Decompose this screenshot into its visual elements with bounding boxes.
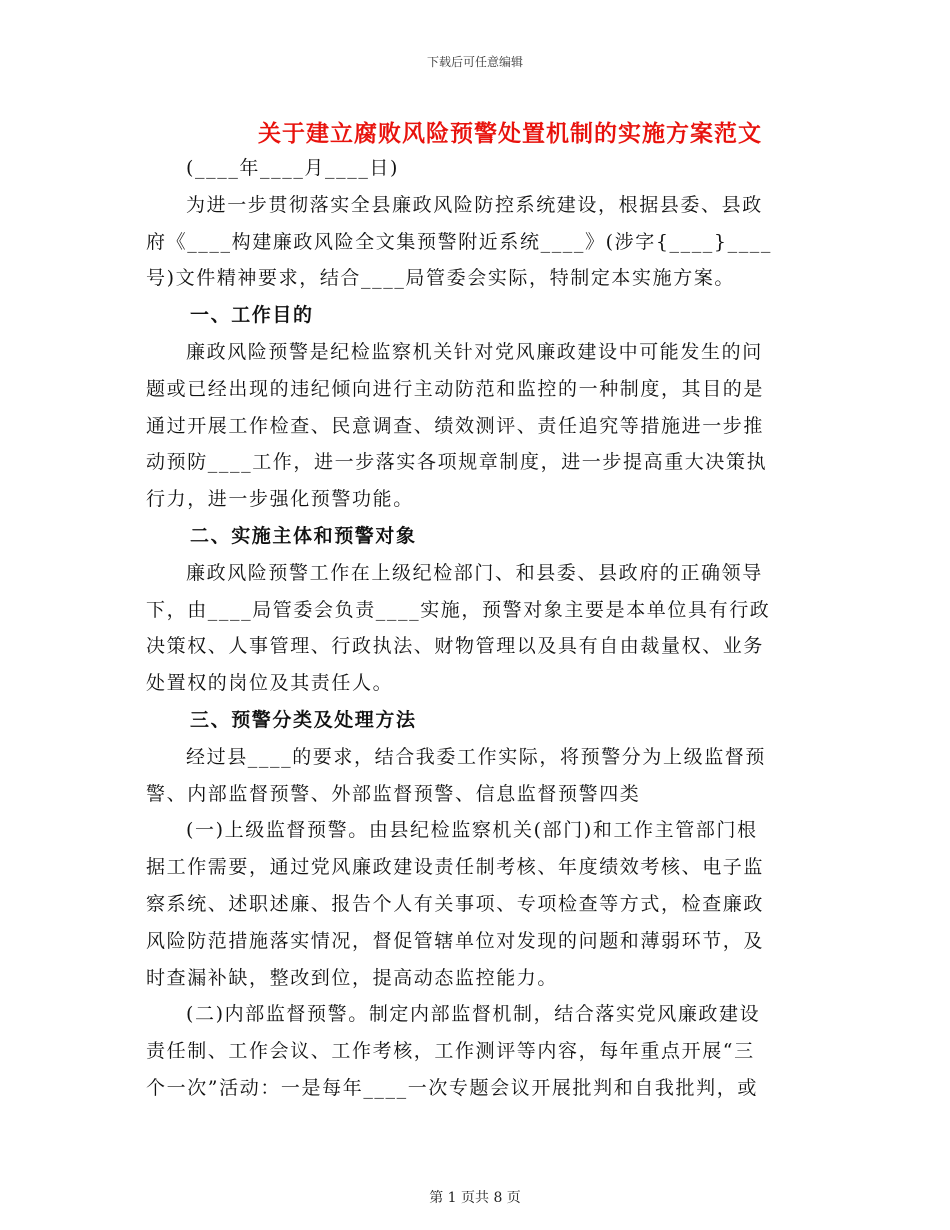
paragraph-line: 处置权的岗位及其责任人。 — [146, 672, 394, 695]
paragraph-line: 个一次”活动：一是每年____一次专题会议开展批判和自我批判，或 — [146, 1076, 758, 1099]
section-heading: 一、工作目的 — [190, 304, 314, 327]
paragraph-line: 经过县____的要求，结合我委工作实际，将预警分为上级监督预 — [186, 745, 767, 768]
section-heading: 二、实施主体和预警对象 — [190, 524, 417, 547]
paragraph-line: 府《____构建廉政风险全文集预警附近系统____》(涉字{____}____ — [146, 230, 772, 253]
paragraph-line: 下，由____局管委会负责____实施，预警对象主要是本单位具有行政 — [146, 598, 771, 621]
date-line: (____年____月____日) — [186, 157, 400, 179]
paragraph-line: 行力，进一步强化预警功能。 — [146, 488, 414, 511]
page-header: 下载后可任意编辑 — [426, 55, 523, 69]
paragraph-line: (一)上级监督预警。由县纪检监察机关(部门)和工作主管部门根 — [186, 819, 758, 842]
paragraph-line: 通过开展工作检查、民意调查、绩效测评、责任追究等措施进一步推 — [146, 414, 765, 437]
paragraph-line: (二)内部监督预警。制定内部监督机制，结合落实党风廉政建设 — [186, 1003, 761, 1026]
section-heading: 三、预警分类及处理方法 — [190, 708, 417, 731]
document-body — [146, 150, 806, 1107]
paragraph-line: 为进一步贯彻落实全县廉政风险防控系统建设，根据县委、县政 — [186, 193, 763, 216]
paragraph-line: 责任制、工作会议、工作考核，工作测评等内容，每年重点开展“三 — [146, 1040, 755, 1063]
paragraph-line: 号)文件精神要求，结合____局管委会实际，特制定本实施方案。 — [146, 267, 736, 290]
paragraph-line: 廉政风险预警是纪检监察机关针对党风廉政建设中可能发生的问 — [186, 340, 763, 363]
paragraph-line: 据工作需要，通过党风廉政建设责任制考核、年度绩效考核、电子监 — [146, 856, 765, 879]
paragraph-line: 廉政风险预警工作在上级纪检部门、和县委、县政府的正确领导 — [186, 561, 763, 584]
paragraph-line: 警、内部监督预警、外部监督预警、信息监督预警四类 — [146, 782, 641, 805]
document-title: 关于建立腐败风险预警处置机制的实施方案范文 — [258, 120, 762, 147]
paragraph-line: 风险防范措施落实情况，督促管辖单位对发现的问题和薄弱环节，及 — [146, 929, 765, 952]
paragraph-line: 察系统、述职述廉、报告个人有关事项、专项检查等方式，检查廉政 — [146, 892, 765, 915]
page-footer: 第 1 页共 8 页 — [429, 1190, 521, 1206]
paragraph-line: 动预防____工作，进一步落实各项规章制度，进一步提高重大决策执 — [146, 451, 768, 474]
paragraph-line: 时查漏补缺，整改到位，提高动态监控能力。 — [146, 966, 559, 989]
paragraph-line: 题或已经出现的违纪倾向进行主动防范和监控的一种制度，其目的是 — [146, 377, 765, 400]
paragraph-line: 决策权、人事管理、行政执法、财物管理以及具有自由裁量权、业务 — [146, 635, 765, 658]
